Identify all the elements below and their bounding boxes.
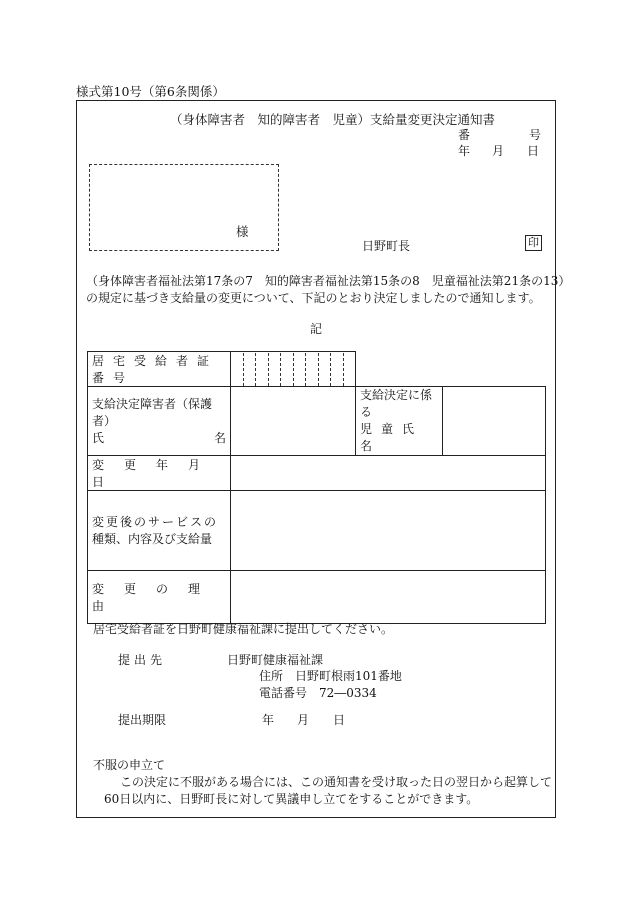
objection-line-2: 60日以内に、日野町長に対して異議申し立てをすることができます。 <box>104 792 479 806</box>
form-id: 様式第10号（第6条関係） <box>76 84 225 99</box>
cert-empty <box>356 352 546 387</box>
child-name-value <box>443 387 546 456</box>
service-value <box>231 491 546 571</box>
cert-number-cells <box>231 352 356 387</box>
deadline-month: 月 <box>297 713 310 727</box>
applicant-label: 支給決定障害者（保護者） 氏 名 <box>88 387 231 456</box>
date-day-label: 日 <box>527 144 540 158</box>
objection-line-1: この決定に不服がある場合には、この通知書を受け取った日の翌日から起算して <box>120 775 553 789</box>
date-month-label: 月 <box>492 144 505 158</box>
recipient-honorific: 様 <box>236 224 249 239</box>
reason-label: 変更の理由 <box>88 571 231 624</box>
destination-name: 日野町健康福祉課 <box>227 653 324 667</box>
deadline-day: 日 <box>333 713 346 727</box>
ki-heading: 記 <box>310 322 323 336</box>
issuer-name: 日野町長 <box>362 239 411 253</box>
number-suffix: 号 <box>529 128 542 142</box>
destination-tel: 電話番号 72―0334 <box>259 686 377 700</box>
seal-stamp: 印 <box>525 235 542 251</box>
body-text-line-2: の規定に基づき支給量の変更について、下記のとおり決定しましたので通知します。 <box>86 291 541 305</box>
body-text-line-1: （身体障害者福祉法第17条の7 知的障害者福祉法第15条の8 児童福祉法第21条の13） <box>86 274 571 288</box>
child-label: 支給決定に係る 児童氏名 <box>356 387 443 456</box>
destination-label: 提出先 <box>118 653 167 667</box>
detail-table <box>87 351 546 624</box>
recipient-address-box <box>89 164 279 251</box>
cert-number-label: 居宅受給者証番号 <box>88 352 231 387</box>
submit-note: 居宅受給者証を日野町健康福祉課に提出してください。 <box>93 622 394 636</box>
date-year-label: 年 <box>458 144 471 158</box>
deadline-label: 提出期限 <box>118 713 167 727</box>
applicant-name-value <box>231 387 356 456</box>
service-label: 変更後のサービスの 種類、内容及び支給量 <box>88 491 231 571</box>
number-label: 番 <box>458 128 471 142</box>
document-title: （身体障害者 知的障害者 児童）支給量変更決定通知書 <box>170 112 496 127</box>
destination-address: 住所 日野町根雨101番地 <box>259 669 402 683</box>
change-date-label: 変更年月日 <box>88 456 231 491</box>
reason-value <box>231 571 546 624</box>
deadline-year: 年 <box>262 713 275 727</box>
change-date-value <box>231 456 546 491</box>
objection-title: 不服の申立て <box>93 758 166 772</box>
